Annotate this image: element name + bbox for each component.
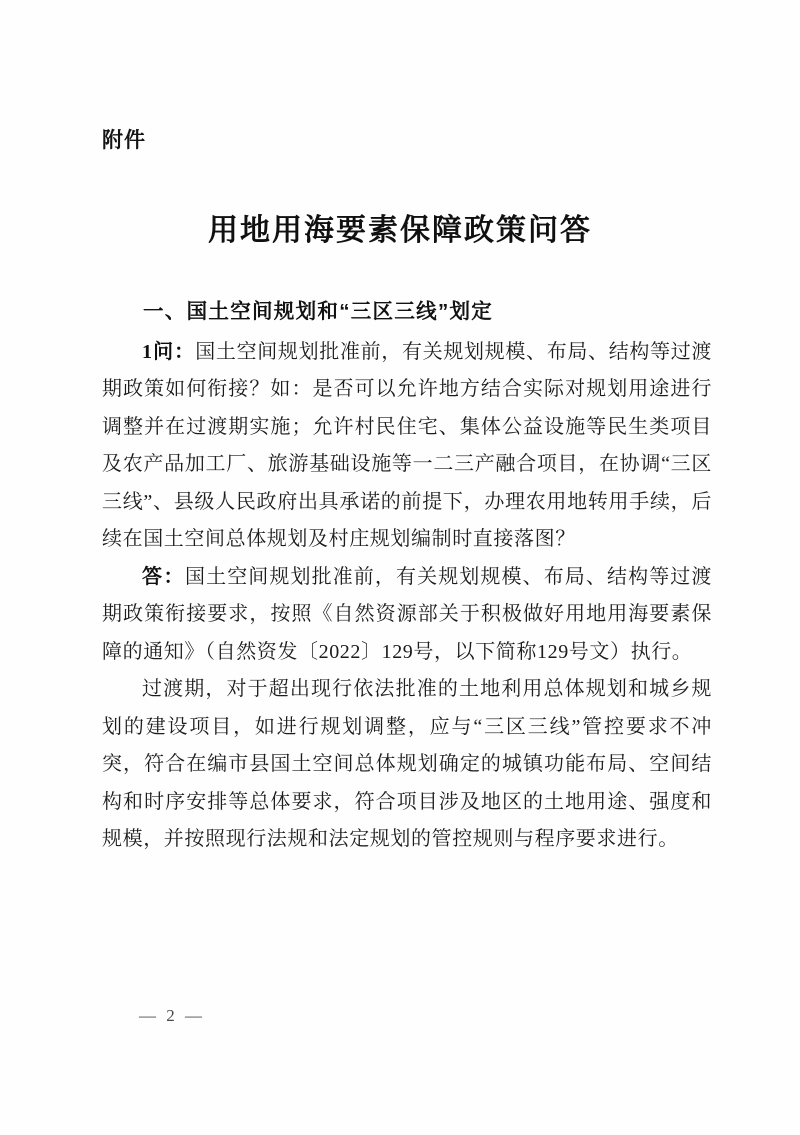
question-lead: 1问： [142,340,196,363]
document-body [102,296,712,859]
attachment-label: 附件 [102,129,146,152]
section-heading: 一、国土空间规划和“三区三线”划定 [143,300,494,323]
answer-text: 国土空间规划批准前，有关规划规模、布局、结构等过渡期政策衔接要求，按照《自然资源部关于积极做好用地用海要素保障的通知》（自然资发〔2022〕129号，以下简称129号文）执行。 [102,565,712,663]
question-paragraph [102,334,712,559]
page-number-footer: — 2 — [139,1006,205,1025]
answer-continued-paragraph: 过渡期，对于超出现行依法批准的土地利用总体规划和城乡规划的建设项目，如进行规划调整，应与“三区三线”管控要求不冲突，符合在编市县国土空间总体规划确定的城镇功能布局、空间结构和时序安排等总体要求，符合项目涉及地区的土地用途、强度和规模，并按照现行法规和法定规划的管控规则与程序要求进行。 [102,678,712,851]
answer-lead: 答： [142,565,185,588]
question-text: 国土空间规划批准前，有关规划规模、布局、结构等过渡期政策如何衔接？如：是否可以允许地方结合实际对规划用途进行调整并在过渡期实施；允许村民住宅、集体公益设施等民生类项目及农产品加工厂、旅游基础设施等一二三产融合项目，在协调“三区三线”、县级人民政府出具承诺的前提下，办理农用地转用手续，后续在国土空间总体规划及村庄规划编制时直接落图？ [102,340,713,551]
page-title: 用地用海要素保障政策问答 [208,214,592,247]
answer-paragraph [102,559,712,672]
